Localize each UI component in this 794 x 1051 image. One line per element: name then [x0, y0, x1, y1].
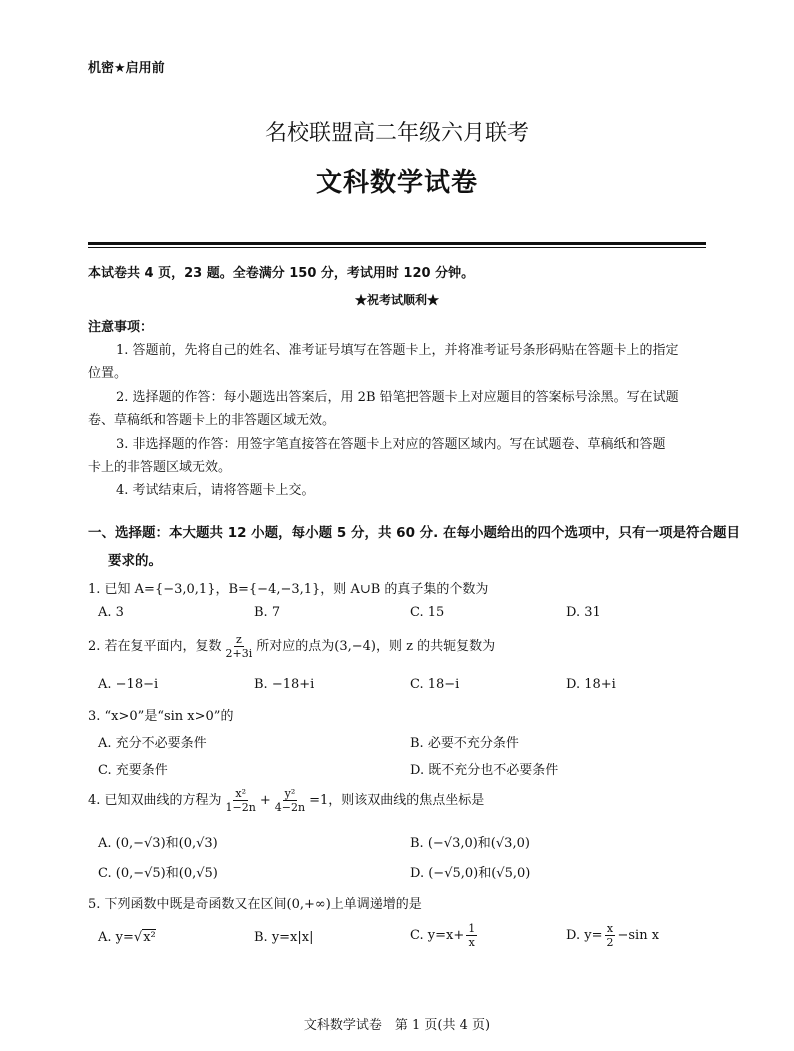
notice-line-6: 卡上的非答题区域无效。 [88, 460, 232, 475]
notice-line-5: 3. 非选择题的作答：用签字笔直接答在答题卡上对应的答题区域内。写在试题卷、草稿纸和答题 [116, 437, 666, 452]
page-footer: 文科数学试卷 第 1 页(共 4 页) [303, 1018, 491, 1033]
q2-frac-num: z [236, 633, 242, 646]
notice-line-2: 位置。 [88, 366, 128, 381]
q4-option-d: D. (−√5,0)和(√5,0) [410, 866, 531, 881]
q4-plus: + [259, 793, 271, 808]
q2-option-c: C. 18−i [410, 677, 460, 692]
q2-frac-den: 2+3i [225, 647, 253, 660]
exam-info: 本试卷共 4 页，23 题。全卷满分 150 分，考试用时 120 分钟。 [88, 266, 475, 281]
q4-option-c: C. (0,−√5)和(0,√5) [98, 866, 218, 881]
q5-a-pre: A. y=√ [98, 930, 143, 945]
q5-option-d [566, 922, 659, 949]
q5-d-fraction [604, 922, 615, 949]
question-1-stem: 1. 已知 A={−3,0,1}，B={−4,−3,1}，则 A∪B 的真子集的个数为 [88, 582, 489, 597]
q4-stem-pre: 4. 已知双曲线的方程为 [88, 793, 222, 808]
question-2-stem [88, 633, 495, 660]
question-5-stem: 5. 下列函数中既是奇函数又在区间(0,+∞)上单调递增的是 [88, 897, 422, 912]
q4-frac1-num: x² [235, 787, 247, 800]
section-heading: 一、选择题：本大题共 12 小题，每小题 5 分，共 60 分. 在每小题给出的四个选项中，只有一项是符合题目 [88, 525, 740, 541]
exam-title: 名校联盟高二年级六月联考 [264, 121, 529, 146]
header-rule-thick [88, 242, 706, 245]
q2-option-a: A. −18−i [98, 677, 159, 692]
paper-title: 文科数学试卷 [315, 168, 478, 198]
notice-heading: 注意事项： [88, 320, 154, 335]
header-rule-thin [88, 247, 706, 248]
q5-d-post: −sin x [617, 928, 660, 943]
notice-line-3: 2. 选择题的作答：每小题选出答案后，用 2B 铅笔把答题卡上对应题目的答案标号涂黑。写在试题 [116, 390, 679, 405]
q1-option-a: A. 3 [98, 605, 124, 620]
q1-option-b: B. 7 [254, 605, 281, 620]
q1-option-c: C. 15 [410, 605, 445, 620]
q3-option-d: D. 既不充分也不必要条件 [410, 763, 559, 778]
q5-c-fraction [466, 922, 477, 949]
notice-line-7: 4. 考试结束后，请将答题卡上交。 [116, 483, 315, 498]
q2-stem-post: 所对应的点为(3,−4)，则 z 的共轭复数为 [256, 639, 496, 654]
good-luck-line: ★祝考试顺利★ [354, 293, 439, 307]
q5-d-den: 2 [606, 936, 614, 949]
q4-option-a: A. (0,−√3)和(0,√3) [98, 836, 218, 851]
q3-option-c: C. 充要条件 [98, 763, 168, 778]
q4-stem-post: =1，则该双曲线的焦点坐标是 [309, 793, 485, 808]
q5-option-b: B. y=x|x| [254, 930, 314, 945]
q5-option-c [410, 922, 479, 949]
q4-frac1-den: 1−2n [225, 801, 256, 814]
q2-option-b: B. −18+i [254, 677, 315, 692]
q4-frac2-num: y² [284, 787, 296, 800]
q3-option-b: B. 必要不充分条件 [410, 736, 519, 751]
q5-d-pre: D. y= [566, 928, 603, 943]
q3-option-a: A. 充分不必要条件 [98, 736, 207, 751]
q2-option-d: D. 18+i [566, 677, 616, 692]
q4-option-b: B. (−√3,0)和(√3,0) [410, 836, 530, 851]
section-heading-cont: 要求的。 [108, 553, 162, 569]
q4-fraction-1 [224, 787, 258, 814]
notice-line-1: 1. 答题前，先将自己的姓名、准考证号填写在答题卡上，并将准考证号条形码贴在答题卡上的指定 [116, 343, 679, 358]
q5-c-pre: C. y=x+ [410, 928, 465, 943]
q2-fraction [224, 633, 255, 660]
q5-c-num: 1 [468, 922, 476, 935]
q4-fraction-2 [273, 787, 307, 814]
q2-stem-pre: 2. 若在复平面内，复数 [88, 639, 222, 654]
q1-option-d: D. 31 [566, 605, 601, 620]
q4-frac2-den: 4−2n [274, 801, 306, 814]
q5-c-den: x [468, 936, 475, 949]
q5-d-num: x [606, 922, 614, 935]
question-4-stem [88, 787, 484, 814]
q5-a-radicand: x² [143, 930, 156, 945]
question-3-stem: 3. “x>0”是“sin x>0”的 [88, 709, 234, 724]
confidential-label: 机密★启用前 [88, 61, 165, 76]
notice-line-4: 卷、草稿纸和答题卡上的非答题区域无效。 [88, 413, 336, 428]
q5-option-a [98, 930, 156, 945]
